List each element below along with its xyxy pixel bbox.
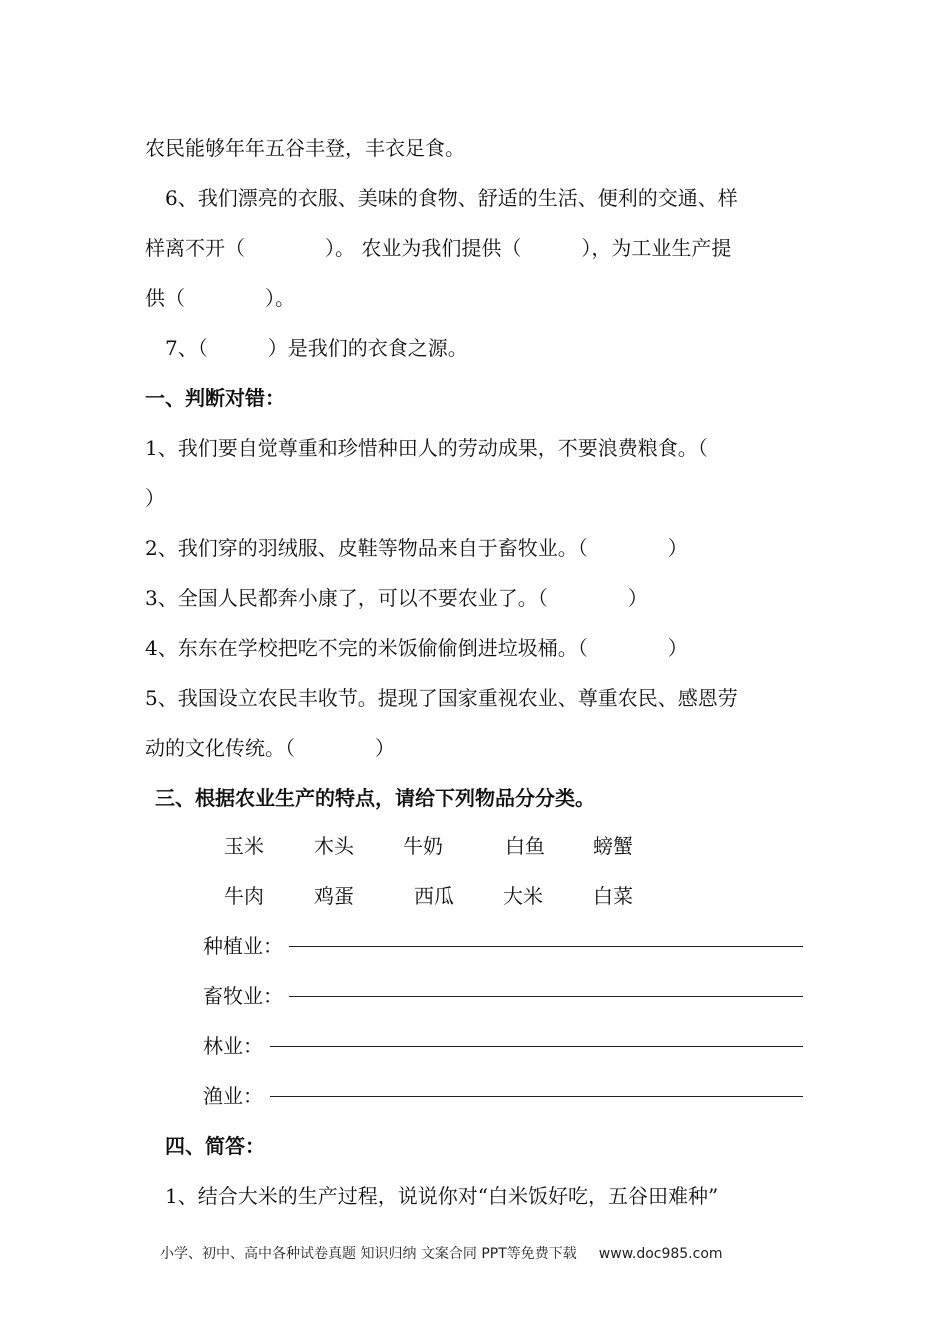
section-1-heading: 一、判断对错：: [145, 386, 285, 410]
judge-q4: 4、东东在学校把吃不完的米饭偷偷倒进垃圾桶。（ ）: [145, 636, 688, 660]
judge-q5-line1: 5、我国设立农民丰收节。提现了国家重视农业、尊重农民、感恩劳: [145, 686, 738, 710]
item-egg: 鸡蛋: [314, 884, 354, 908]
question-6-line3: 供（ ）。: [145, 286, 295, 310]
item-watermelon: 西瓜: [414, 884, 454, 908]
category-fishery-answer-line: [270, 1096, 803, 1097]
category-planting-label: 种植业：: [203, 934, 283, 958]
category-fishery-label: 渔业：: [203, 1084, 263, 1108]
judge-q5-line2: 动的文化传统。（ ）: [145, 736, 395, 760]
item-corn: 玉米: [224, 834, 264, 858]
question-6-line2: 样离不开（ ）。 农业为我们提供（ ），为工业生产提: [145, 236, 732, 260]
judge-q1-line1: 1、我们要自觉尊重和珍惜种田人的劳动成果，不要浪费粮食。（: [145, 436, 708, 460]
category-livestock-label: 畜牧业：: [203, 984, 283, 1008]
judge-q1-line2: ）: [145, 486, 165, 510]
page-footer: [160, 1244, 723, 1264]
item-crab: 螃蟹: [593, 834, 633, 858]
judge-q3: 3、全国人民都奔小康了，可以不要农业了。（ ）: [145, 586, 648, 610]
item-whitefish: 白鱼: [505, 834, 545, 858]
item-beef: 牛肉: [224, 884, 264, 908]
footer-url[interactable]: www.doc985.com: [598, 1246, 723, 1262]
footer-text: 小学、初中、高中各种试卷真题 知识归纳 文案合同 PPT等免费下载: [160, 1246, 577, 1262]
item-wood: 木头: [314, 834, 354, 858]
item-rice: 大米: [503, 884, 543, 908]
judge-q2: 2、我们穿的羽绒服、皮鞋等物品来自于畜牧业。（ ）: [145, 536, 688, 560]
short-answer-q1: 1、结合大米的生产过程，说说你对“白米饭好吃，五谷田难种”: [165, 1184, 719, 1208]
question-7: 7、（ ）是我们的衣食之源。: [165, 336, 468, 360]
category-forestry-label: 林业：: [203, 1034, 263, 1058]
text-line: 农民能够年年五谷丰登，丰衣足食。: [145, 136, 465, 160]
category-forestry-answer-line: [270, 1046, 803, 1047]
category-livestock-answer-line: [289, 996, 803, 997]
item-milk: 牛奶: [403, 834, 443, 858]
section-3-heading: 三、根据农业生产的特点，请给下列物品分分类。: [155, 786, 595, 810]
category-planting-answer-line: [289, 946, 803, 947]
question-6-line1: 6、我们漂亮的衣服、美味的食物、舒适的生活、便利的交通、样: [165, 186, 738, 210]
section-4-heading: 四、简答：: [165, 1134, 265, 1158]
item-cabbage: 白菜: [593, 884, 633, 908]
